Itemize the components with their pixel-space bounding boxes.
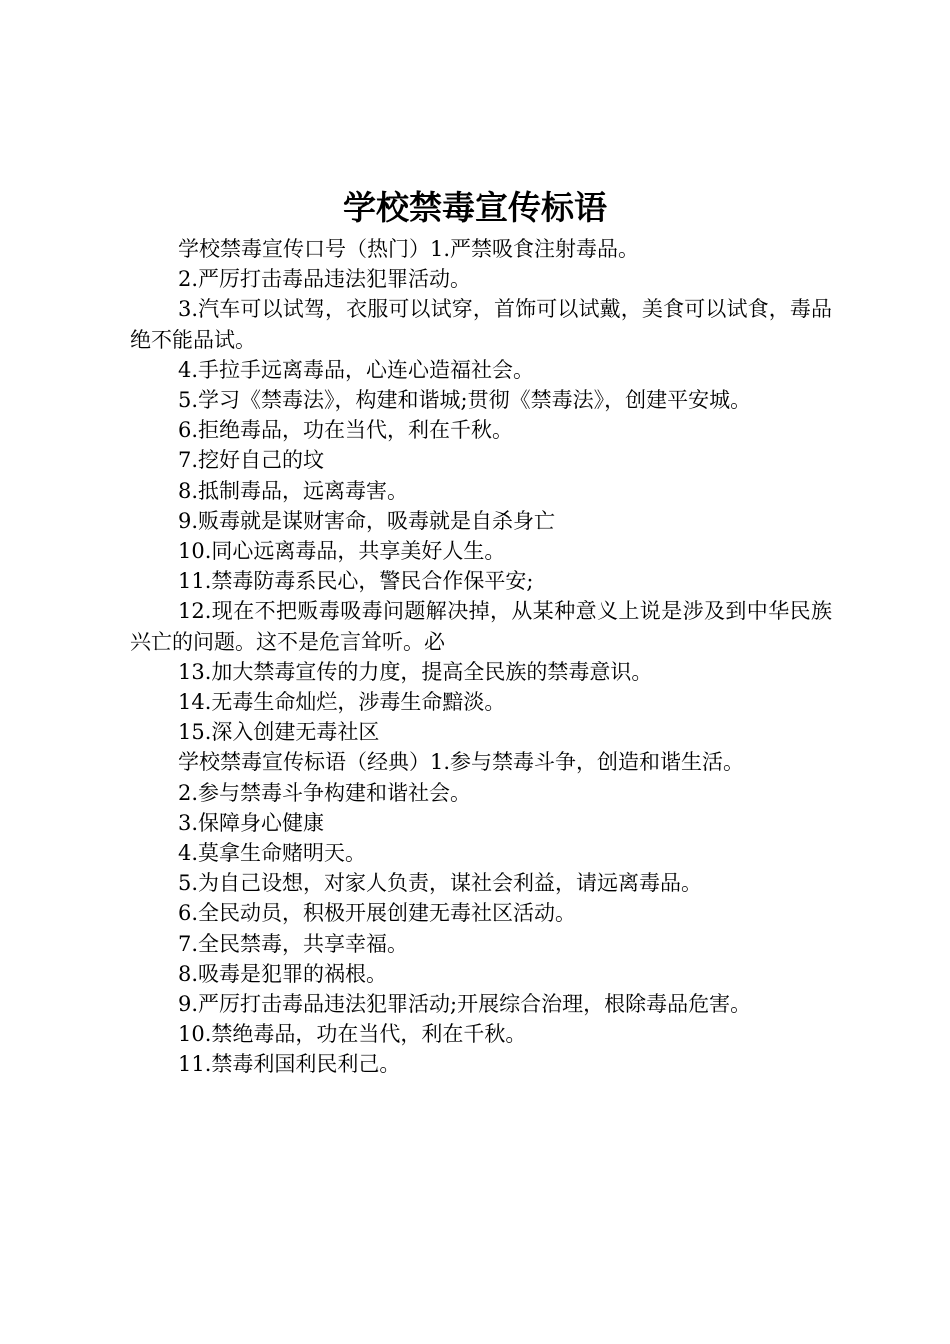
paragraph: 7.挖好自己的坟 <box>178 448 325 473</box>
paragraph: 15.深入创建无毒社区 <box>178 720 380 745</box>
paragraph: 9.贩毒就是谋财害命，吸毒就是自杀身亡 <box>178 508 556 533</box>
paragraph: 6.拒绝毒品，功在当代，利在千秋。 <box>178 418 514 443</box>
document-body <box>130 234 832 1080</box>
paragraph: 12.现在不把贩毒吸毒问题解决掉，从某种意义上说是涉及到中华民族兴亡的问题。这不是危言耸听。必 <box>130 599 832 654</box>
paragraph: 2.参与禁毒斗争构建和谐社会。 <box>178 780 472 805</box>
paragraph: 3.汽车可以试驾，衣服可以试穿，首饰可以试戴，美食可以试食，毒品绝不能品试。 <box>130 297 832 352</box>
paragraph: 4.手拉手远离毒品，心连心造福社会。 <box>178 357 535 382</box>
paragraph: 学校禁毒宣传口号（热门）1.严禁吸食注射毒品。 <box>178 237 640 261</box>
paragraph: 14.无毒生命灿烂，涉毒生命黯淡。 <box>178 690 506 715</box>
paragraph: 5.为自己设想，对家人负责，谋社会利益，请远离毒品。 <box>178 871 703 896</box>
paragraph: 2.严厉打击毒品违法犯罪活动。 <box>178 267 472 292</box>
paragraph: 学校禁毒宣传标语（经典）1.参与禁毒斗争，创造和谐生活。 <box>178 750 745 775</box>
paragraph: 3.保障身心健康 <box>178 810 325 835</box>
paragraph: 9.严厉打击毒品违法犯罪活动;开展综合治理，根除毒品危害。 <box>178 992 752 1017</box>
paragraph: 6.全民动员，积极开展创建无毒社区活动。 <box>178 901 577 926</box>
paragraph: 8.吸毒是犯罪的祸根。 <box>178 961 388 986</box>
paragraph: 11.禁毒防毒系民心，警民合作保平安; <box>178 569 534 594</box>
paragraph: 4.莫拿生命赌明天。 <box>178 841 367 866</box>
paragraph: 8.抵制毒品，远离毒害。 <box>178 478 409 503</box>
paragraph: 10.同心远离毒品，共享美好人生。 <box>178 539 506 564</box>
paragraph: 7.全民禁毒，共享幸福。 <box>178 931 409 956</box>
paragraph: 13.加大禁毒宣传的力度，提高全民族的禁毒意识。 <box>178 659 653 684</box>
paragraph: 10.禁绝毒品，功在当代，利在千秋。 <box>178 1022 527 1047</box>
document-title: 学校禁毒宣传标语 <box>343 188 607 227</box>
paragraph: 5.学习《禁毒法》，构建和谐城;贯彻《禁毒法》，创建平安城。 <box>178 388 752 413</box>
paragraph: 11.禁毒利国利民利己。 <box>178 1052 401 1077</box>
